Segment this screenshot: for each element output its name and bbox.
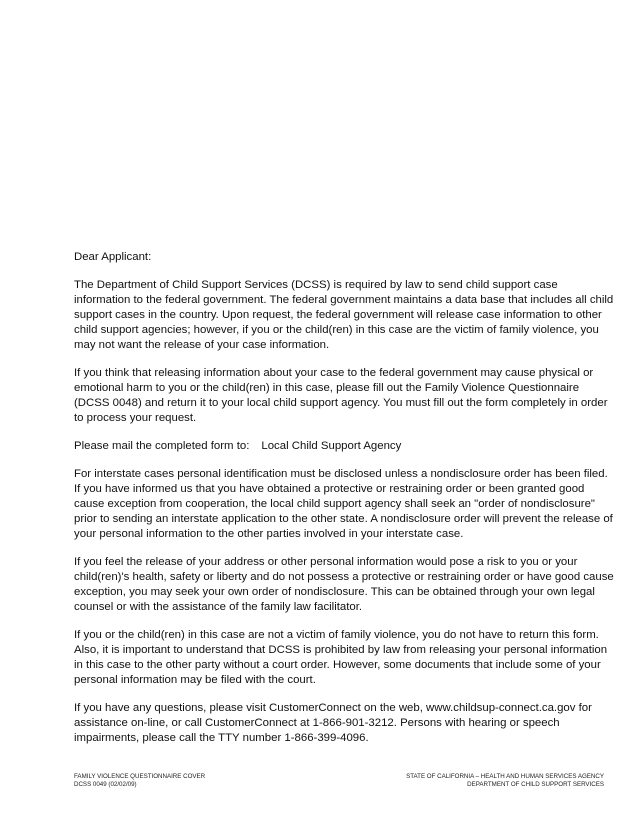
footer-form-number: DCSS 0049 (02/02/09) — [74, 781, 137, 788]
footer-agency-line2: DEPARTMENT OF CHILD SUPPORT SERVICES — [467, 781, 604, 788]
paragraph-risk-nondisclosure: If you feel the release of your address or other personal information would pose a risk to you or your child(ren)'s health, safety or liberty and do not possess a protective or restraining order or have good cause exception, you may seek your own order of nondisclosure. This can be obtained through your own legal counsel or with the assistance of the family law facilitator. — [74, 556, 614, 613]
page-footer — [74, 773, 604, 789]
footer-agency-line1: STATE OF CALIFORNIA – HEALTH AND HUMAN SERVICES AGENCY — [406, 773, 604, 780]
footer-left — [74, 773, 205, 789]
paragraph-harm-questionnaire: If you think that releasing information about your case to the federal government may cause physical or emotional harm to you or the child(ren) in this case, please fill out the Family Violence Questionnaire (DCSS 0048) and return it to your local child support agency. You must fill out the form completely in order to process your request. — [74, 367, 608, 424]
footer-form-title: FAMILY VIOLENCE QUESTIONNAIRE COVER — [74, 773, 206, 780]
paragraph-federal-reporting: The Department of Child Support Services (DCSS) is required by law to send child support case information to the federal government. The federal government maintains a data base that includes all child support cases in the country. Upon request, the federal government will release case information to other child support agencies; however, if you or the child(ren) in this case are the victim of family violence, you may not want the release of your case information. — [74, 279, 614, 351]
paragraph-interstate: For interstate cases personal identification must be disclosed unless a nondisclosure order has been filed. If you have informed us that you have obtained a protective or restraining order or been granted good cause exception from cooperation, the local child support agency shall seek an "order of nondisclosure" prior to sending an interstate application to the other state. A nondisclosure order will prevent the release of your personal information to the other parties involved in your interstate case. — [74, 468, 613, 540]
paragraph-no-violence: If you or the child(ren) in this case are not a victim of family violence, you do not have to return this form. Also, it is important to understand that DCSS is prohibited by law from releasing your personal information in this case to the other party without a court order. However, some documents that include some of your personal information may be filed with the court. — [74, 629, 608, 686]
footer-right — [406, 773, 604, 789]
salutation: Dear Applicant: — [74, 251, 152, 263]
mail-instruction — [74, 439, 614, 454]
mail-label: Please mail the completed form to: — [74, 440, 250, 452]
mail-recipient: Local Child Support Agency — [261, 440, 402, 452]
paragraph-contact: If you have any questions, please visit CustomerConnect on the web, www.childsup-connect.ca.gov for assistance on-line, or call CustomerConnect at 1-866-901-3212. Persons with hearing or speech impairments, please call the TTY number 1-866-399-4096. — [74, 702, 592, 744]
letter-body — [74, 250, 614, 759]
